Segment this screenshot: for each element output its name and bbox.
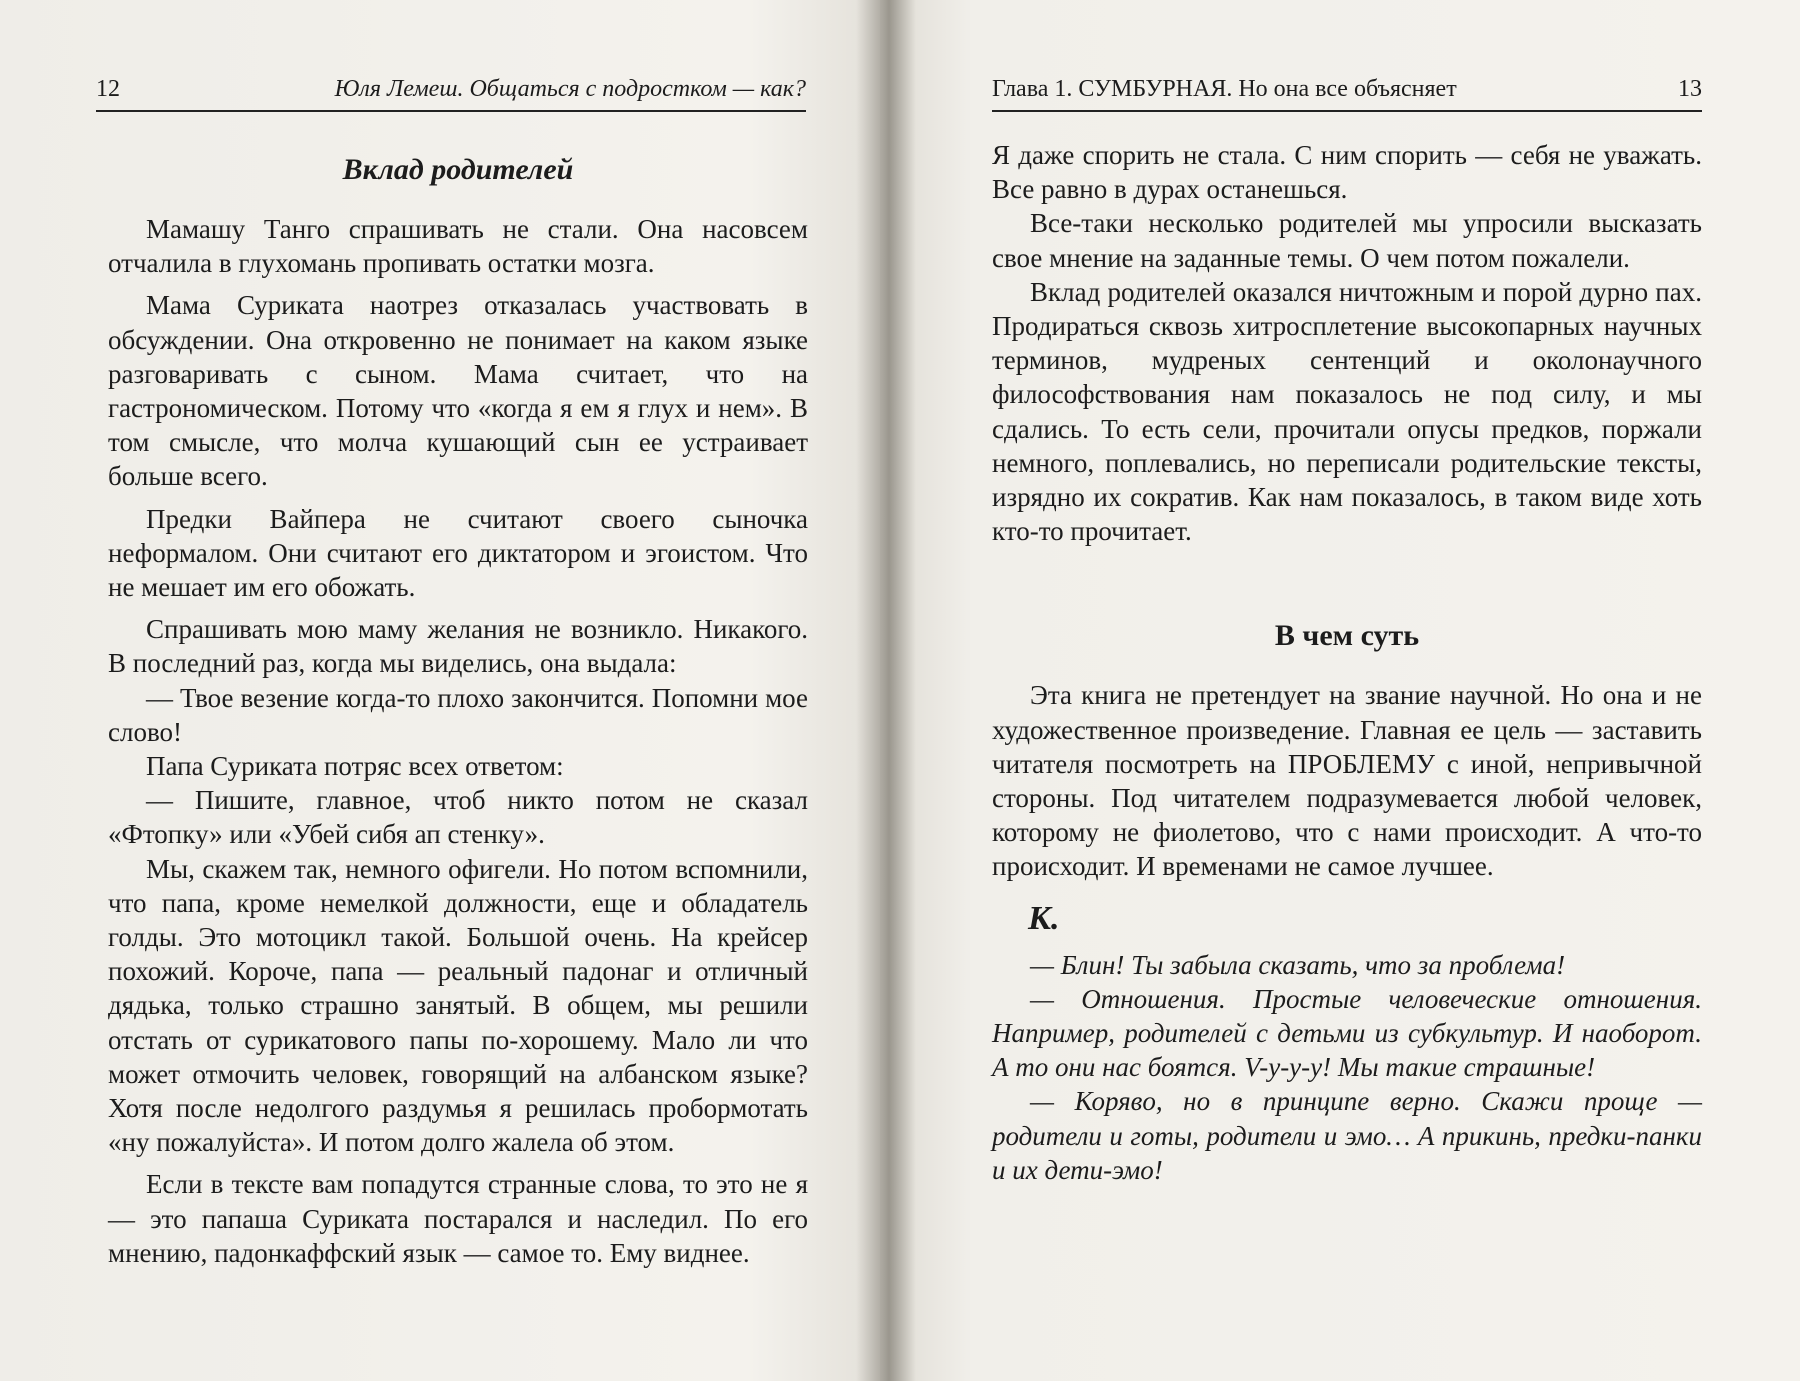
- paragraph: Если в тексте вам попадутся странные слова, то это не я — это папаша Суриката постарался и наследил. По его мнению, падонкаффский язык — самое то. Ему виднее.: [108, 1169, 808, 1268]
- paragraph: Предки Вайпера не считают своего сыночка неформалом. Они считают его диктатором и эгоистом. Что не мешает им его обожать.: [108, 503, 808, 603]
- running-title: Глава 1. СУМБУРНАЯ. Но она все объясняет: [992, 76, 1457, 102]
- left-running-head: [96, 74, 806, 112]
- paragraph: Эта книга не претендует на звание научной. Но она и не художественное произведение. Главная ее цель — заставить читателя посмотреть на ПРОБЛЕМУ с иной, непривычной стороны. Под читателем подразумевается любой человек, которому не фиолетово, что с нами происходит. А что-то происходит. И временами не самое лучшее.: [992, 680, 1702, 882]
- section-heading: Вклад родителей: [342, 153, 574, 186]
- speaker-label: К.: [1028, 899, 1060, 937]
- right-page-body: [992, 138, 1702, 1187]
- right-running-head: [992, 74, 1702, 112]
- page-number: 13: [1678, 76, 1702, 102]
- left-page-body: [108, 138, 808, 1270]
- running-title: Юля Лемеш. Общаться с подростком — как?: [334, 76, 806, 102]
- dialogue-line: — Блин! Ты забыла сказать, что за проблема!: [1030, 949, 1566, 980]
- paragraph: Вклад родителей оказался ничтожным и порой дурно пах. Продираться сквозь хитросплетение высокопарных научных терминов, мудреных сентенций и околонаучного философствования нам показалось не под силу, и мы сдались. То есть сели, прочитали опусы предков, поржали немного, поплевались, но переписали родительские тексты, изрядно их сократив. Как нам показалось, в таком виде хоть кто-то прочитает.: [992, 276, 1702, 547]
- paragraph: Мамашу Танго спрашивать не стали. Она насовсем отчалила в глухомань пропивать остатки мозга.: [108, 214, 808, 279]
- paragraph: Спрашивать мою маму желания не возникло. Никакого. В последний раз, когда мы виделись, она выдала:: [108, 614, 808, 679]
- dialogue-line: — Корявo, но в принципе верно. Скажи проще — родители и готы, родители и эмо… А прикинь, предки-панки и их дети-эмо!: [992, 1086, 1702, 1185]
- paragraph: Папа Суриката потряс всех ответом:: [146, 751, 564, 782]
- section-heading: В чем суть: [1274, 619, 1420, 653]
- paragraph: Мама Суриката наотрез отказалась участвовать в обсуждении. Она откровенно не понимает на каком языке разговаривать с сыном. Мама считает, что на гастрономическом. Потому что «когда я ем я глух и нем». В том смысле, что молча кушающий сын ее устраивает больше всего.: [108, 290, 808, 492]
- paragraph: Я даже спорить не стала. С ним спорить — себя не уважать. Все равно в дурах останешься.: [992, 140, 1702, 205]
- page-number: 12: [96, 76, 120, 102]
- paragraph: — Твое везение когда-то плохо закончится. Попомни мое слово!: [108, 682, 808, 747]
- right-page: [880, 0, 1800, 1381]
- paragraph: — Пишите, главное, чтоб никто потом не сказал «Фтопку» или «Убей сибя ап стенку».: [108, 785, 808, 850]
- paragraph: Все-таки несколько родителей мы упросили высказать свое мнение на заданные темы. О чем потом пожалели.: [992, 208, 1702, 273]
- paragraph: Мы, скажем так, немного офигели. Но потом вспомнили, что папа, кроме немелкой должности, еще и обладатель голды. Это мотоцикл такой. Большой очень. На крейсер похожий. Короче, папа — реальный падонаг и отличный дядька, только страшно занятый. В общем, мы решили отстать от сурикатового папы по-хорошему. Мало ли что может отмочить человек, говорящий на албанском языке? Хотя после недолгого раздумья я решилась пробормотать «ну пожалуйста». И потом долго жалела об этом.: [108, 853, 808, 1158]
- left-page: [0, 0, 880, 1381]
- dialogue-line: — Отношения. Простые человеческие отношения. Например, родителей с детьми из субкультур. И наоборот. А то они нас боятся. V-у-у-у! Мы такие страшные!: [992, 983, 1702, 1083]
